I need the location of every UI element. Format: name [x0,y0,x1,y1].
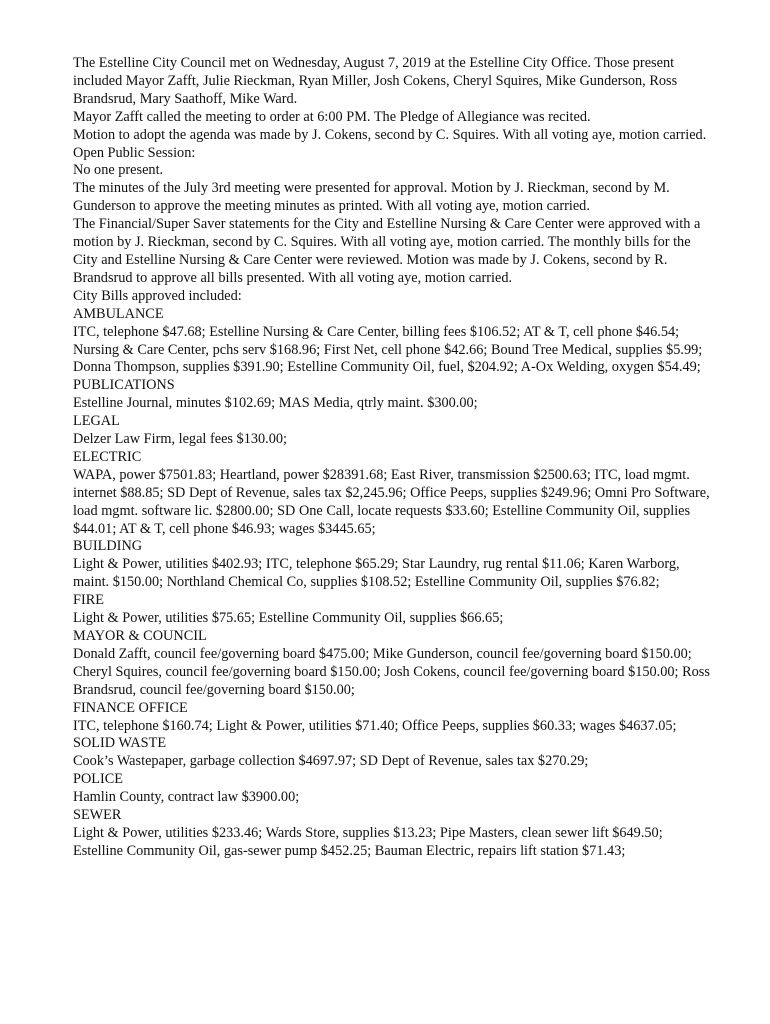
section-heading-finance-office: FINANCE OFFICE [73,699,188,716]
section-body-sewer: Light & Power, utilities $233.46; Wards Store, supplies $13.23; Pipe Masters, clean sewer lift $649.50; Estelline Community Oil, gas-sewer pump $452.25; Bauman Electric, repairs lift station $71.43; [73,824,663,859]
section-heading-electric: ELECTRIC [73,448,142,465]
section-body-publications: Estelline Journal, minutes $102.69; MAS Media, qtrly maint. $300.00; [73,395,478,412]
section-heading-fire: FIRE [73,592,104,609]
section-heading-ambulance: AMBULANCE [73,305,164,322]
section-heading-police: POLICE [73,771,124,788]
section-heading-legal: LEGAL [73,413,120,430]
section-heading-publications: PUBLICATIONS [73,377,175,394]
section-body-ambulance: ITC, telephone $47.68; Estelline Nursing & Care Center, billing fees $106.52; AT & T, cell phone $46.54; Nursing & Care Center, pchs serv $168.96; First Net, cell phone $42.66; Bound Tree Medical, supplies $5.99; Donna Thompson, supplies $391.90; Estelline Community Oil, fuel, $204.92; A-Ox Welding, oxygen $54.49; [73,323,703,376]
section-body-solid-waste: Cook’s Wastepaper, garbage collection $4697.97; SD Dept of Revenue, sales tax $270.29; [73,753,589,770]
financial-statements-paragraph: The Financial/Super Saver statements for the City and Estelline Nursing & Care Center were approved with a motion by J. Rieckman, second by C. Squires. With all voting aye, motion carried. The monthly bills for the City and Estelline Nursing & Care Center were reviewed. Motion was made by J. Cokens, second by R. Brandsrud to approve all bills presented. With all voting aye, motion carried. [73,216,701,286]
section-body-mayor-council: Donald Zafft, council fee/governing board $475.00; Mike Gunderson, council fee/governing board $150.00; Cheryl Squires, council fee/governing board $150.00; Josh Cokens, council fee/governing board $150.00; Ross Brandsrud, council fee/governing board $150.00; [73,645,710,698]
public-session-heading: Open Public Session: [73,144,196,161]
section-body-finance-office: ITC, telephone $160.74; Light & Power, utilities $71.40; Office Peeps, supplies $60.33; wages $4637.05; [73,717,677,734]
section-body-police: Hamlin County, contract law $3900.00; [73,789,300,806]
city-bills-intro: City Bills approved included: [73,287,242,304]
section-body-electric: WAPA, power $7501.83; Heartland, power $28391.68; East River, transmission $2500.63; ITC, load mgmt. internet $88.85; SD Dept of Revenue, sales tax $2,245.96; Office Peeps, supplies $249.96; Omni Pro Software, load mgmt. software lic. $2800.00; SD One Call, locate requests $33.60; Estelline Community Oil, supplies $44.01; AT & T, cell phone $46.93; wages $3445.65; [73,466,710,537]
public-session-note: No one present. [73,162,164,179]
minutes-approval-paragraph: The minutes of the July 3rd meeting were presented for approval. Motion by J. Rieckman, second by M. Gunderson to approve the meeting minutes as printed. With all voting aye, motion carried. [73,180,670,215]
section-body-fire: Light & Power, utilities $75.65; Estelline Community Oil, supplies $66.65; [73,610,504,627]
agenda-motion-paragraph: Motion to adopt the agenda was made by J. Cokens, second by C. Squires. With all voting aye, motion carried. [73,126,707,143]
section-heading-building: BUILDING [73,538,143,555]
call-to-order-line: Mayor Zafft called the meeting to order at 6:00 PM. The Pledge of Allegiance was recited. [73,108,591,125]
section-body-building: Light & Power, utilities $402.93; ITC, telephone $65.29; Star Laundry, rug rental $11.06; Karen Warborg, maint. $150.00; Northland Chemical Co, supplies $108.52; Estelline Community Oil, supplies $76.82; [73,556,680,591]
section-body-legal: Delzer Law Firm, legal fees $130.00; [73,431,287,448]
section-heading-solid-waste: SOLID WASTE [73,735,167,752]
section-heading-mayor-council: MAYOR & COUNCIL [73,628,207,644]
attendance-paragraph: The Estelline City Council met on Wednesday, August 7, 2019 at the Estelline City Office. Those present included Mayor Zafft, Julie Rieckman, Ryan Miller, Josh Cokens, Cheryl Squires, Mike Gunderson, Ross Brandsrud, Mary Saathoff, Mike Ward. [73,55,678,107]
section-heading-sewer: SEWER [73,807,122,824]
